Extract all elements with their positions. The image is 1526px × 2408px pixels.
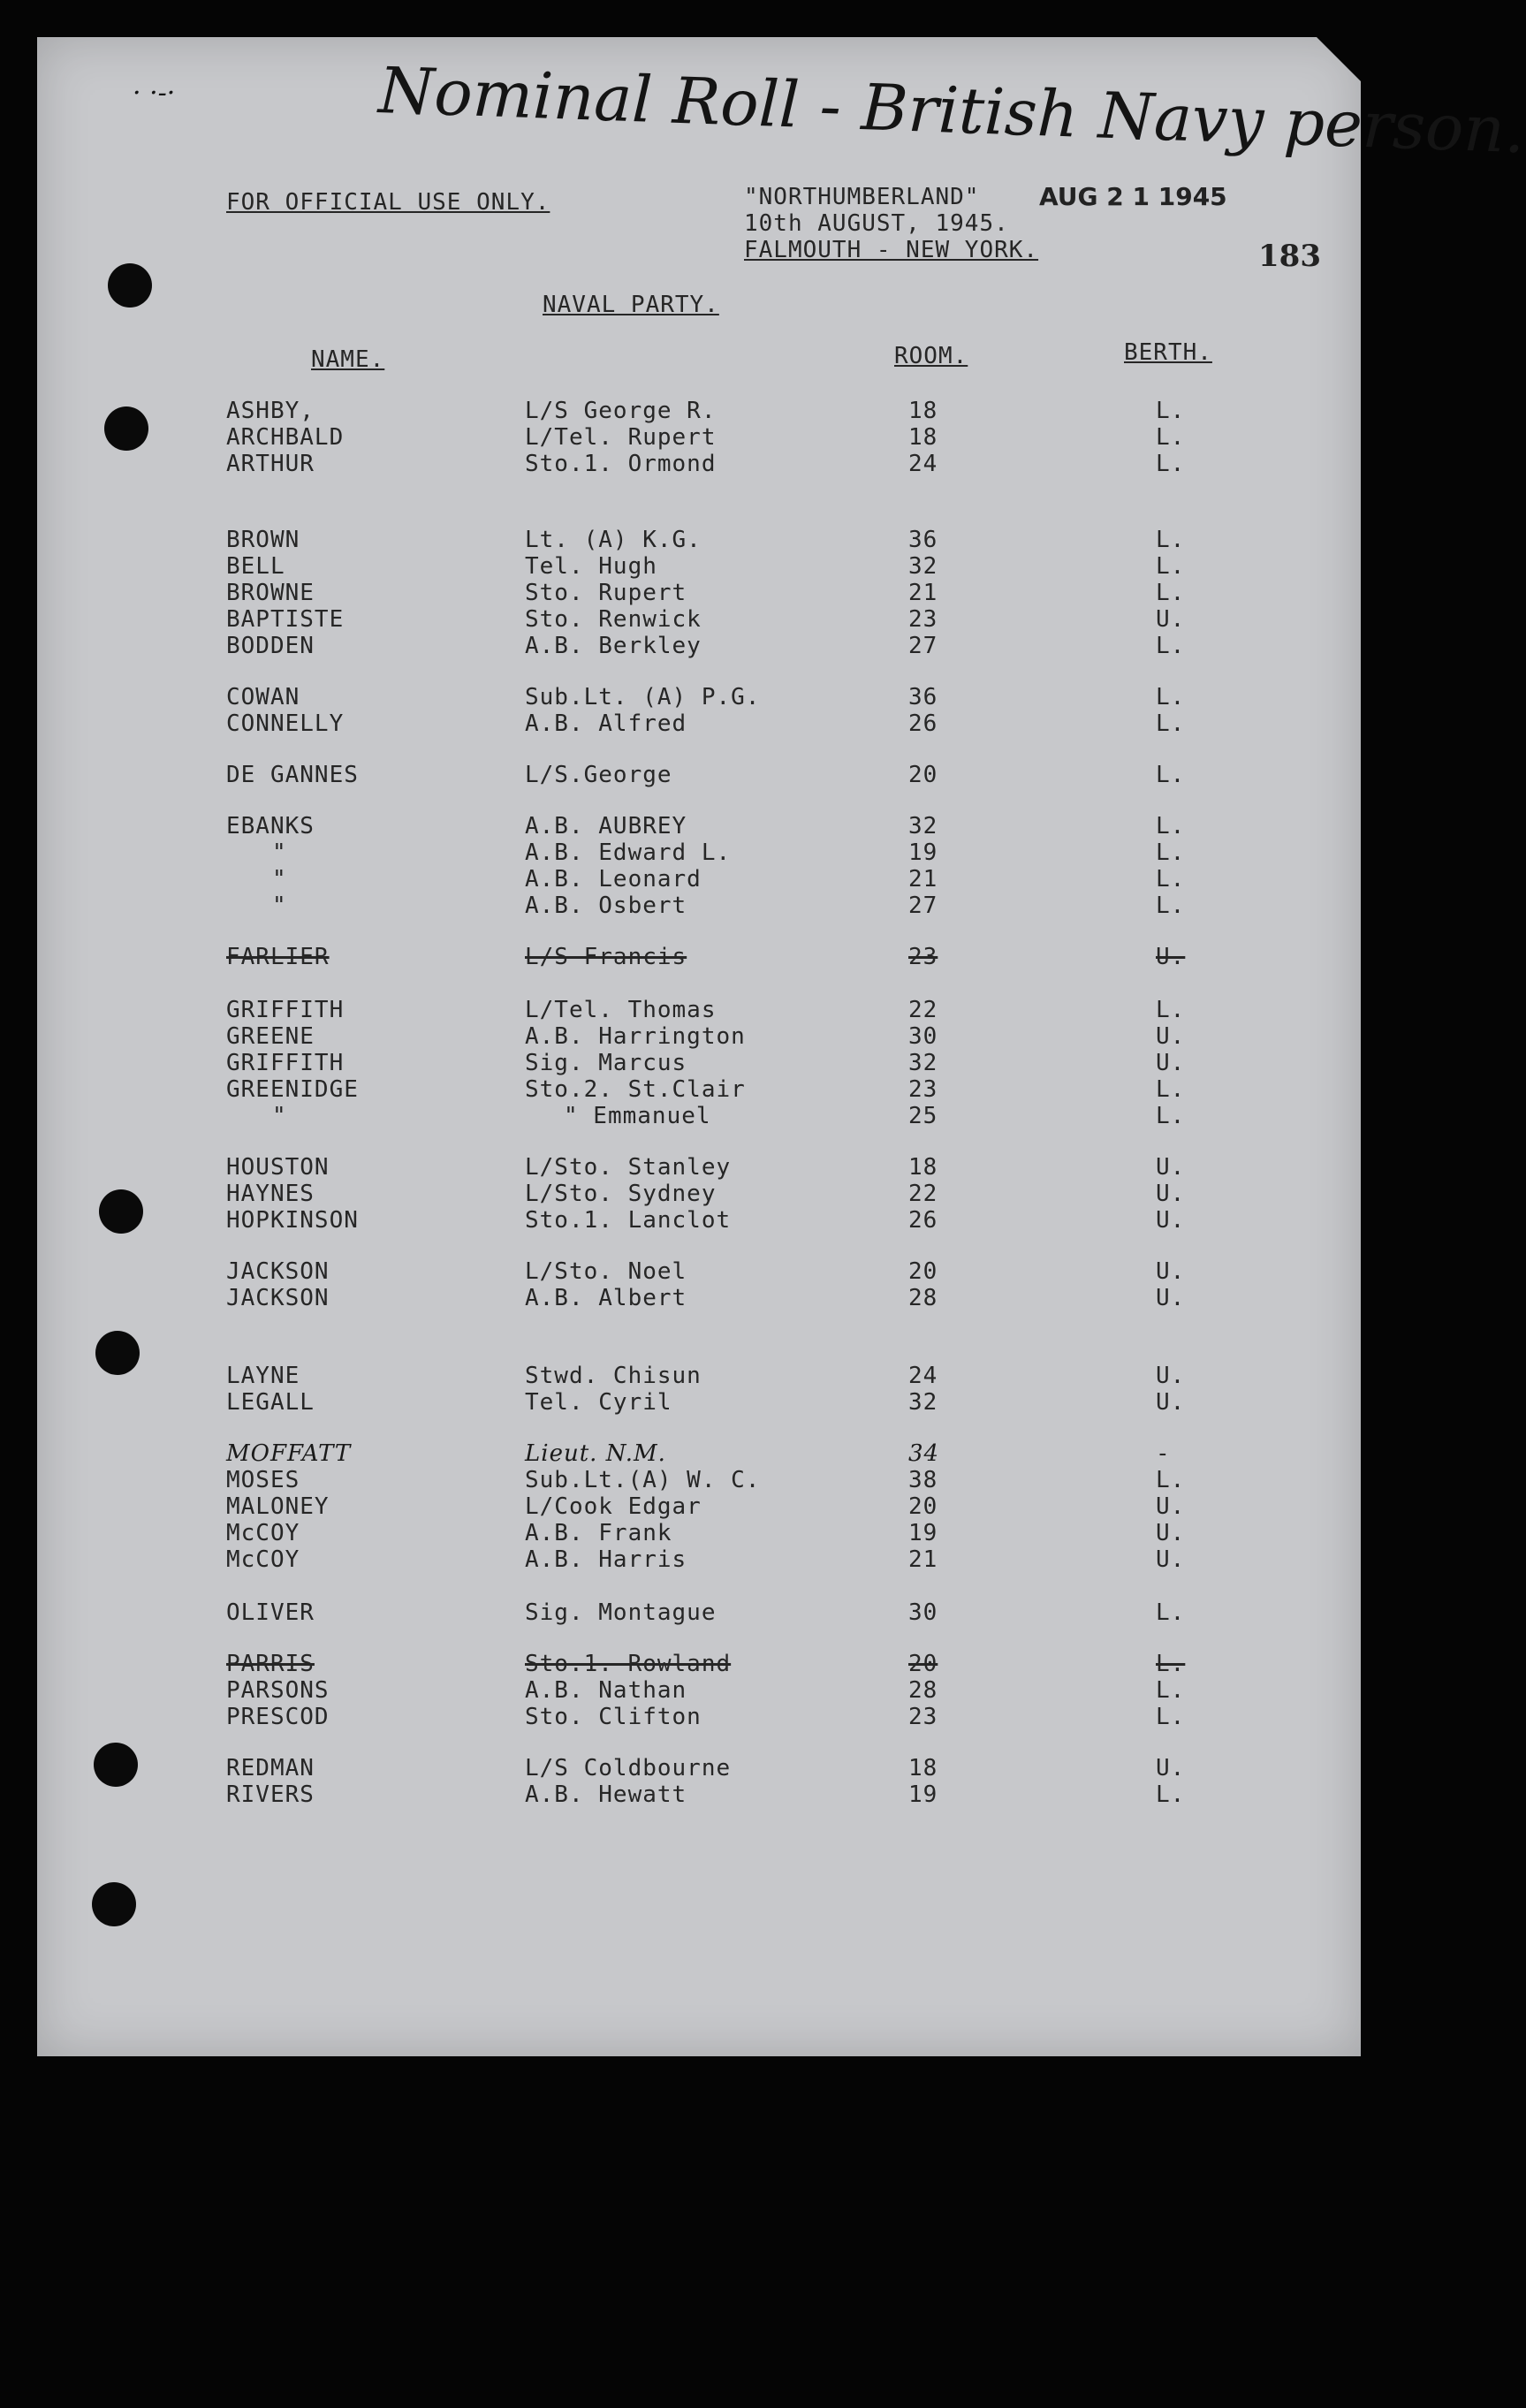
crew-rank: Sto. Renwick [525,606,702,633]
crew-name: HAYNES [226,1181,315,1207]
table-row [0,1677,1396,1704]
crew-room: 32 [908,1389,938,1416]
crew-berth: - [1156,1440,1171,1467]
table-row [0,553,1396,580]
crew-room: 23 [908,1704,938,1730]
crew-name: PRESCOD [226,1704,330,1730]
crew-berth: L. [1156,762,1186,788]
crew-room: 19 [908,839,938,866]
table-row [0,1755,1396,1781]
crew-name: MOSES [226,1467,300,1493]
crew-rank: L/S Francis [525,944,687,970]
crew-room: 26 [908,1207,938,1234]
crew-berth: L. [1156,893,1186,919]
crew-rank: Lieut. N.M. [525,1440,666,1467]
crew-rank: A.B. AUBREY [525,813,687,839]
crew-berth: U. [1156,1755,1186,1781]
crew-room: 22 [908,997,938,1023]
crew-name: COWAN [226,684,300,710]
crew-name: ARCHBALD [226,424,345,451]
crew-rank: A.B. Frank [525,1520,672,1546]
crew-room: 20 [908,1258,938,1285]
crew-berth: L. [1156,997,1186,1023]
crew-berth: L. [1156,1677,1186,1704]
crew-room: 34 [908,1440,940,1467]
crew-name: LEGALL [226,1389,315,1416]
crew-berth: L. [1156,633,1186,659]
crew-name: GREENIDGE [226,1076,359,1103]
crew-rank: L/Tel. Thomas [525,997,717,1023]
table-row [0,710,1396,737]
crew-room: 18 [908,1755,938,1781]
crew-rank: A.B. Osbert [525,893,687,919]
crew-name: GRIFFITH [226,997,345,1023]
crew-room: 21 [908,1546,938,1573]
crew-name: DE GANNES [226,762,359,788]
table-row [0,1704,1396,1730]
table-row [0,1363,1396,1389]
crew-name: MOFFATT [226,1440,352,1467]
crew-name: " [272,1103,287,1129]
crew-name: HOPKINSON [226,1207,359,1234]
table-row [0,1285,1396,1311]
table-row [0,839,1396,866]
crew-name: PARRIS [226,1651,315,1677]
crew-berth: L. [1156,1076,1186,1103]
crew-rank: Sto.1. Rowland [525,1651,732,1677]
table-row-struck [0,1651,1396,1677]
crew-name: BROWNE [226,580,315,606]
crew-berth: U. [1156,1493,1186,1520]
crew-berth: L. [1156,866,1186,893]
crew-room: 20 [908,1651,938,1677]
crew-berth: U. [1156,1389,1186,1416]
crew-room: 18 [908,398,938,424]
folded-corner [1317,37,1361,81]
crew-berth: U. [1156,1546,1186,1573]
table-row [0,1076,1396,1103]
crew-name: BODDEN [226,633,315,659]
crew-room: 19 [908,1781,938,1808]
crew-berth: U. [1156,1363,1186,1389]
stray-mark: · ·-· [133,78,176,109]
crew-rank: A.B. Edward L. [525,839,732,866]
crew-berth: U. [1156,1154,1186,1181]
crew-room: 23 [908,1076,938,1103]
crew-rank: L/Sto. Stanley [525,1154,732,1181]
crew-room: 27 [908,633,938,659]
crew-rank: Sig. Marcus [525,1050,687,1076]
table-row [0,527,1396,553]
column-header-room: ROOM. [894,343,968,369]
crew-rank: A.B. Harris [525,1546,687,1573]
table-row [0,1493,1396,1520]
date-stamp: AUG 2 1 1945 [1039,182,1227,211]
crew-name: McCOY [226,1520,300,1546]
crew-room: 38 [908,1467,938,1493]
crew-room: 26 [908,710,938,737]
crew-name: JACKSON [226,1285,330,1311]
crew-name: REDMAN [226,1755,315,1781]
table-row [0,1023,1396,1050]
crew-room: 32 [908,813,938,839]
crew-rank: Sto.1. Ormond [525,451,717,477]
crew-room: 19 [908,1520,938,1546]
crew-name: PARSONS [226,1677,330,1704]
crew-room: 21 [908,580,938,606]
table-row [0,1154,1396,1181]
crew-room: 28 [908,1677,938,1704]
ship-name: "NORTHUMBERLAND" [744,184,980,210]
table-row [0,684,1396,710]
table-row [0,1467,1396,1493]
official-use-label: FOR OFFICIAL USE ONLY. [226,189,550,216]
crew-berth: L. [1156,553,1186,580]
crew-rank: Sub.Lt. (A) P.G. [525,684,761,710]
page-number: 183 [1258,239,1321,274]
table-row [0,451,1396,477]
crew-rank: Tel. Hugh [525,553,657,580]
table-row [0,1520,1396,1546]
crew-name: GREENE [226,1023,315,1050]
table-row [0,424,1396,451]
crew-rank: Sig. Montague [525,1599,717,1626]
crew-berth: L. [1156,684,1186,710]
handwritten-title: Nominal Roll - British Navy person. [377,53,1526,168]
crew-rank: A.B. Leonard [525,866,702,893]
crew-room: 30 [908,1023,938,1050]
crew-berth: L. [1156,424,1186,451]
table-row-struck [0,944,1396,970]
crew-room: 36 [908,684,938,710]
table-row [0,606,1396,633]
column-header-name: NAME. [311,346,385,373]
crew-room: 21 [908,866,938,893]
crew-rank: L/Sto. Noel [525,1258,687,1285]
table-row [0,1207,1396,1234]
table-row [0,1181,1396,1207]
crew-berth: L. [1156,580,1186,606]
crew-berth: L. [1156,398,1186,424]
crew-rank: L/S.George [525,762,672,788]
crew-name: JACKSON [226,1258,330,1285]
crew-room: 18 [908,424,938,451]
crew-room: 36 [908,527,938,553]
crew-berth: L. [1156,451,1186,477]
crew-name: BAPTISTE [226,606,345,633]
crew-rank: Stwd. Chisun [525,1363,702,1389]
crew-name: ASHBY, [226,398,315,424]
crew-berth: U. [1156,1258,1186,1285]
crew-name: FARLIER [226,944,330,970]
crew-berth: L. [1156,1781,1186,1808]
table-row [0,866,1396,893]
crew-room: 18 [908,1154,938,1181]
crew-berth: L. [1156,527,1186,553]
crew-rank: A.B. Alfred [525,710,687,737]
crew-rank: Sto. Rupert [525,580,687,606]
crew-name: HOUSTON [226,1154,330,1181]
crew-name: " [272,893,287,919]
crew-room: 23 [908,606,938,633]
crew-room: 20 [908,762,938,788]
crew-berth: U. [1156,1520,1186,1546]
crew-room: 22 [908,1181,938,1207]
crew-rank: L/Tel. Rupert [525,424,717,451]
crew-rank: A.B. Albert [525,1285,687,1311]
crew-rank: A.B. Harrington [525,1023,746,1050]
table-row [0,1050,1396,1076]
crew-room: 25 [908,1103,938,1129]
crew-room: 32 [908,1050,938,1076]
crew-name: GRIFFITH [226,1050,345,1076]
crew-name: LAYNE [226,1363,300,1389]
crew-berth: L. [1156,1467,1186,1493]
crew-room: 28 [908,1285,938,1311]
crew-berth: L. [1156,813,1186,839]
table-row [0,762,1396,788]
table-row [0,1781,1396,1808]
crew-berth: U. [1156,1050,1186,1076]
table-row [0,813,1396,839]
crew-rank: Lt. (A) K.G. [525,527,702,553]
crew-berth: U. [1156,1023,1186,1050]
crew-rank: L/Cook Edgar [525,1493,702,1520]
crew-rank: Sto.1. Lanclot [525,1207,732,1234]
crew-room: 32 [908,553,938,580]
voyage-route: FALMOUTH - NEW YORK. [744,237,1039,263]
table-row [0,893,1396,919]
crew-name: RIVERS [226,1781,315,1808]
crew-name: MALONEY [226,1493,330,1520]
crew-rank: L/Sto. Sydney [525,1181,717,1207]
crew-berth: U. [1156,1207,1186,1234]
crew-name: " [272,839,287,866]
crew-berth: L. [1156,1599,1186,1626]
crew-room: 23 [908,944,938,970]
crew-room: 30 [908,1599,938,1626]
crew-name: McCOY [226,1546,300,1573]
crew-berth: L. [1156,710,1186,737]
crew-rank: A.B. Nathan [525,1677,687,1704]
crew-name: BROWN [226,527,300,553]
crew-berth: L. [1156,1704,1186,1730]
punch-hole [92,1882,136,1926]
crew-name: ARTHUR [226,451,315,477]
crew-berth: U. [1156,606,1186,633]
crew-berth: U. [1156,1285,1186,1311]
crew-room: 24 [908,1363,938,1389]
table-row [0,1258,1396,1285]
column-header-berth: BERTH. [1124,339,1212,366]
crew-rank: A.B. Hewatt [525,1781,687,1808]
table-row [0,1103,1396,1129]
crew-berth: L. [1156,1651,1186,1677]
voyage-date: 10th AUGUST, 1945. [744,210,1009,237]
crew-berth: U. [1156,1181,1186,1207]
crew-berth: L. [1156,1103,1186,1129]
section-title: NAVAL PARTY. [543,292,719,318]
table-row [0,633,1396,659]
crew-rank: Sto. Clifton [525,1704,702,1730]
crew-room: 27 [908,893,938,919]
crew-rank: " Emmanuel [564,1103,711,1129]
table-row [0,580,1396,606]
table-row [0,1546,1396,1573]
crew-name: EBANKS [226,813,315,839]
table-row [0,1389,1396,1416]
crew-rank: L/S George R. [525,398,717,424]
crew-rank: Tel. Cyril [525,1389,672,1416]
crew-name: BELL [226,553,285,580]
table-row-handwritten [0,1440,1396,1467]
crew-room: 24 [908,451,938,477]
table-row [0,398,1396,424]
crew-room: 20 [908,1493,938,1520]
crew-berth: L. [1156,839,1186,866]
crew-rank: Sto.2. St.Clair [525,1076,746,1103]
crew-name: OLIVER [226,1599,315,1626]
crew-name: " [272,866,287,893]
punch-hole [108,263,152,308]
crew-berth: U. [1156,944,1186,970]
crew-rank: A.B. Berkley [525,633,702,659]
crew-name: CONNELLY [226,710,345,737]
table-row [0,997,1396,1023]
crew-rank: Sub.Lt.(A) W. C. [525,1467,761,1493]
table-row [0,1599,1396,1626]
crew-rank: L/S Coldbourne [525,1755,732,1781]
